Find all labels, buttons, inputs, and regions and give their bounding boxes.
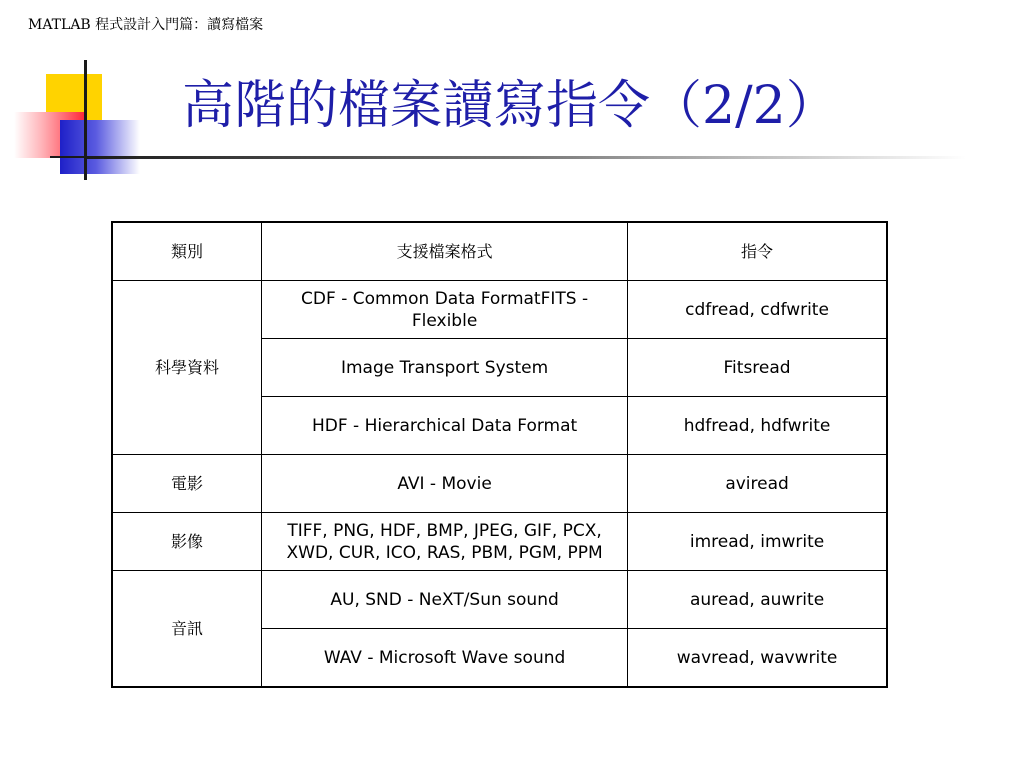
format-cell: CDF - Common Data FormatFITS - Flexible bbox=[262, 281, 628, 339]
command-cell: hdfread, hdfwrite bbox=[628, 397, 887, 455]
title-underline bbox=[86, 156, 966, 159]
category-cell: 音訊 bbox=[112, 571, 262, 688]
table-header-row bbox=[112, 222, 887, 281]
category-cell: 電影 bbox=[112, 455, 262, 513]
header-formats: 支援檔案格式 bbox=[262, 222, 628, 281]
slide-title: 高階的檔案讀寫指令（2/2） bbox=[182, 76, 838, 136]
category-cell: 影像 bbox=[112, 513, 262, 571]
table-row bbox=[112, 281, 887, 339]
command-cell: auread, auwrite bbox=[628, 571, 887, 629]
format-cell: AU, SND - NeXT/Sun sound bbox=[262, 571, 628, 629]
blue-square-shape bbox=[60, 120, 140, 174]
slide-header: MATLAB 程式設計入門篇：讀寫檔案 bbox=[28, 17, 264, 33]
vertical-line-shape bbox=[84, 60, 87, 180]
command-cell: Fitsread bbox=[628, 339, 887, 397]
format-cell: TIFF, PNG, HDF, BMP, JPEG, GIF, PCX, XWD, CUR, ICO, RAS, PBM, PGM, PPM bbox=[262, 513, 628, 571]
header-category: 類別 bbox=[112, 222, 262, 281]
command-cell: imread, imwrite bbox=[628, 513, 887, 571]
command-cell: cdfread, cdfwrite bbox=[628, 281, 887, 339]
file-commands-table bbox=[111, 221, 888, 688]
table-row bbox=[112, 513, 887, 571]
format-cell: Image Transport System bbox=[262, 339, 628, 397]
table-row bbox=[112, 571, 887, 629]
category-cell: 科學資料 bbox=[112, 281, 262, 455]
decorative-logo bbox=[0, 0, 180, 190]
header-commands: 指令 bbox=[628, 222, 887, 281]
format-cell: WAV - Microsoft Wave sound bbox=[262, 629, 628, 688]
command-cell: aviread bbox=[628, 455, 887, 513]
format-cell: HDF - Hierarchical Data Format bbox=[262, 397, 628, 455]
command-cell: wavread, wavwrite bbox=[628, 629, 887, 688]
table-row bbox=[112, 455, 887, 513]
format-cell: AVI - Movie bbox=[262, 455, 628, 513]
